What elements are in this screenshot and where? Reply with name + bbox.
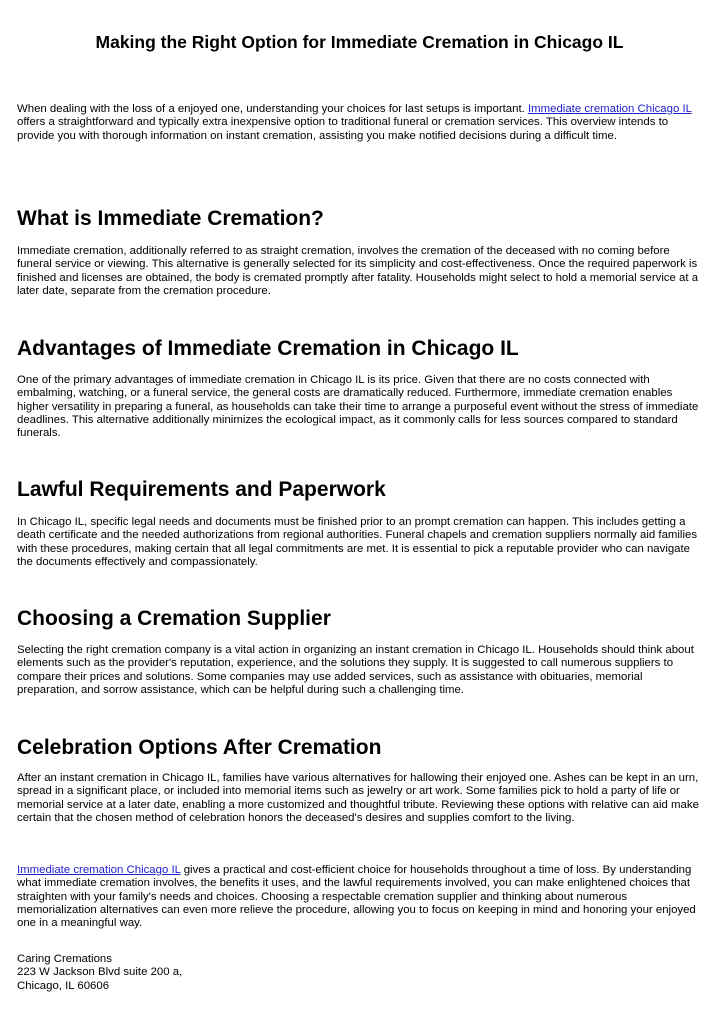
section-heading-what-is: What is Immediate Cremation? — [17, 207, 324, 230]
address-block — [17, 953, 703, 993]
section-heading-supplier: Choosing a Cremation Supplier — [17, 607, 331, 630]
conclusion-link[interactable]: Immediate cremation Chicago IL — [17, 864, 181, 876]
page-title: Making the Right Option for Immediate Cremation in Chicago IL — [95, 32, 624, 52]
address-street: 223 W Jackson Blvd suite 200 a, — [17, 966, 183, 979]
section-text-advantages: One of the primary advantages of immediate cremation in Chicago IL is its price. Given that there are no costs connected with embalming, watching, or a funeral service, the general costs are dramatically reduced. Furthermore, immediate cremation enables higher versatility in preparing a funeral, as households can take their time to arrange a purposeful event without the stress of immediate deadlines. This alternative additionally minimizes the ecological impact, as it commonly calls for less sources compared to standard funerals. — [17, 374, 699, 440]
intro-text-before: When dealing with the loss of a enjoyed one, understanding your choices for last setups is important. — [17, 103, 528, 115]
address-city: Chicago, IL 60606 — [17, 979, 110, 992]
section-heading-legal: Lawful Requirements and Paperwork — [17, 478, 386, 501]
section-text-supplier: Selecting the right cremation company is a vital action in organizing an instant cremation in Chicago IL. Households should think about elements such as the provider's reputation, experience, and the solutions they supply. It is suggested to call numerous suppliers to compare their prices and solutions. Some companies may use added services, such as assistance with obituaries, memorial preparation, and sorrow assistance, which can be helpful during such a challenging time. — [17, 644, 694, 696]
conclusion-text: gives a practical and cost-efficient choice for households throughout a time of loss. By understanding what immediate cremation involves, the benefits it uses, and the lawful requirements involved, you can make enlightened choices that straighten with your family's needs and choices. Choosing a respectable cremation supplier and thinking about numerous memorialization alternatives can even more relieve the procedure, allowing you to focus on keeping in mind and honoring your enjoyed one in a meaningful way. — [17, 864, 696, 930]
section-text-what-is: Immediate cremation, additionally referred to as straight cremation, involves the cremation of the deceased with no coming before funeral service or viewing. This alternative is generally selected for its simplicity and cost-effectiveness. Once the required paperwork is finished and licenses are obtained, the body is cremated promptly after fatality. Households might select to hold a memorial service at a later date, separate from the cremation procedure. — [17, 245, 699, 297]
section-text-legal: In Chicago IL, specific legal needs and documents must be finished prior to an prompt cremation can happen. This includes getting a death certificate and the needed authorizations from regional authorities. Funeral chapels and cremation suppliers normally aid families with these procedures, making certain that all legal commitments are met. It is essential to pick a reputable provider who can navigate the documents effectively and compassionately. — [17, 516, 698, 568]
section-heading-advantages: Advantages of Immediate Cremation in Chicago IL — [17, 337, 519, 360]
address-name: Caring Cremations — [17, 953, 112, 965]
intro-text-after: offers a straightforward and typically extra inexpensive option to traditional funeral or cremation services. This overview intends to provide you with thorough information on instant cremation, assisting you make notified decisions during a difficult time. — [17, 116, 669, 142]
conclusion-paragraph — [17, 864, 703, 930]
intro-paragraph — [17, 103, 703, 143]
section-heading-celebration: Celebration Options After Cremation — [17, 736, 382, 759]
intro-link[interactable]: Immediate cremation Chicago IL — [527, 103, 692, 115]
section-text-celebration: After an instant cremation in Chicago IL, families have various alternatives for hallowing their enjoyed one. Ashes can be kept in an urn, spread in a significant place, or included into memorial items such as jewelry or art work. Some families pick to hold a party of life or memorial service at a later date, enabling a more customized and thoughtful tribute. Reviewing these options with relative can aid make certain that the chosen method of celebration honors the deceased's desires and supplies comfort to the living. — [17, 772, 699, 824]
